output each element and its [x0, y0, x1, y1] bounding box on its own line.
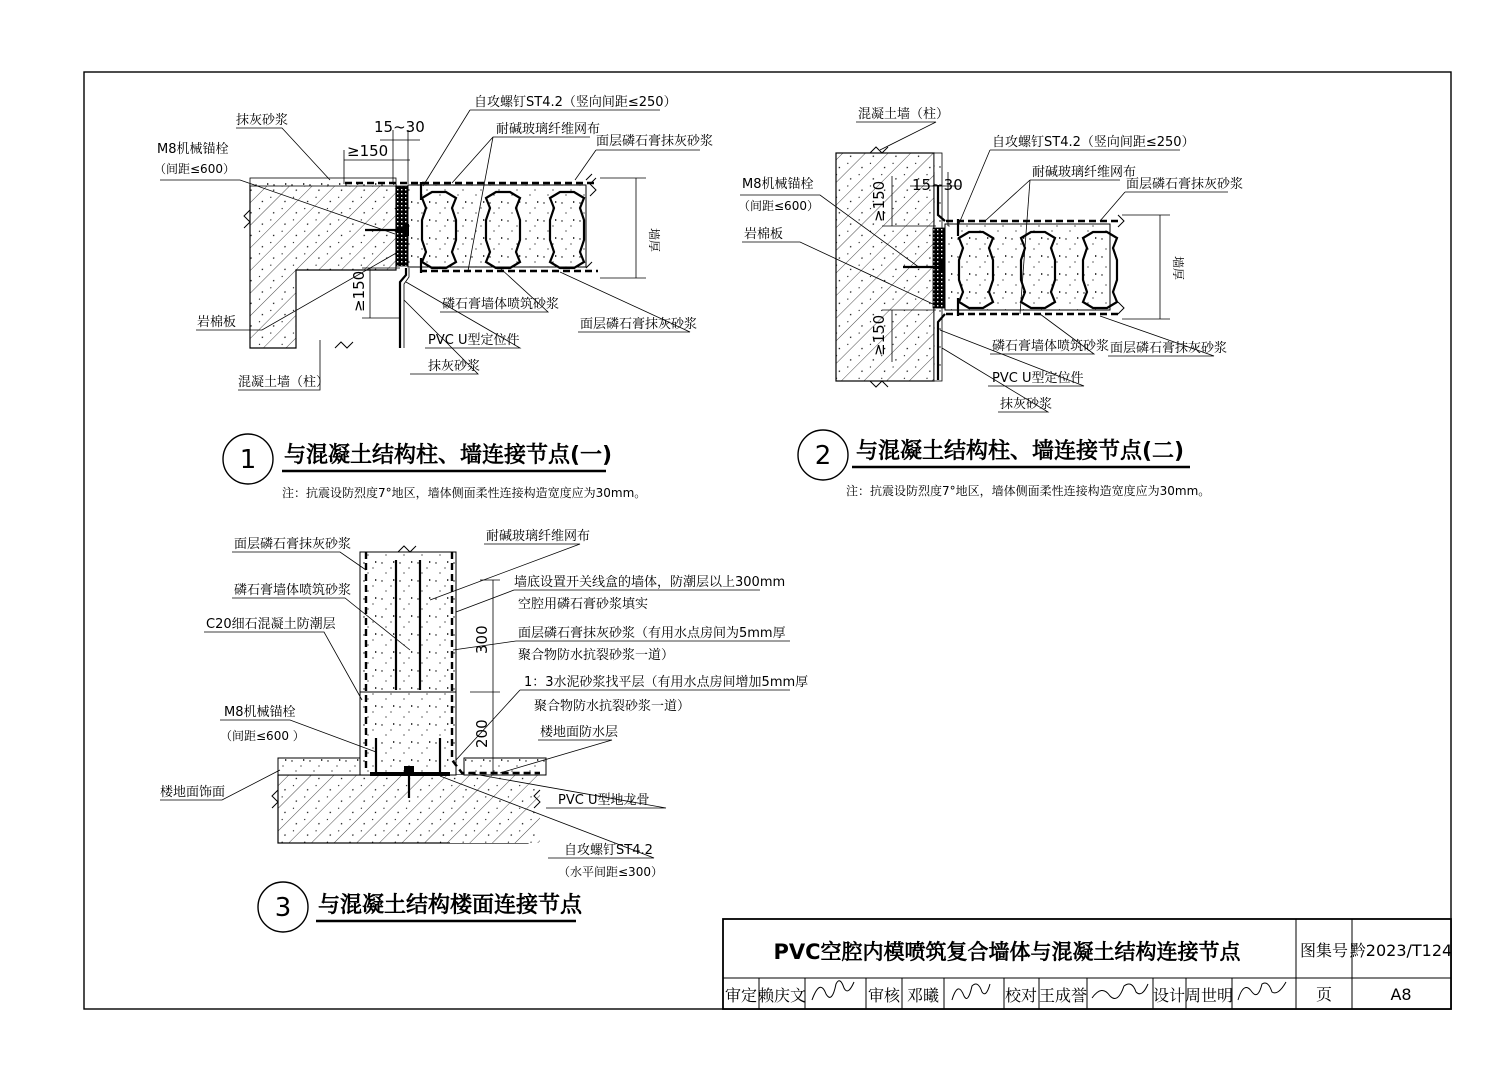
detail-3-title — [258, 882, 583, 932]
label-pvc-u: PVC U型定位件 — [428, 333, 520, 348]
label-plaster-mortar-top: 抹灰砂浆 — [236, 113, 289, 128]
label-surface-mortar-top: 面层磷石膏抹灰砂浆 — [596, 134, 714, 149]
design-name: 周世明 — [1184, 986, 1234, 1005]
floor-finish — [278, 758, 360, 775]
label-spray-mortar: 磷石膏墙体喷筑砂浆 — [992, 339, 1110, 354]
label-rock-wool: 岩棉板 — [197, 315, 237, 330]
dim-overlap-top: ≥150 — [870, 180, 888, 222]
dim-h200: 200 — [473, 719, 491, 748]
detail-2-drawing — [740, 122, 1228, 412]
label-note-a1: 墙底设置开关线盒的墙体，防潮层以上300mm — [514, 575, 786, 590]
label-note-b1: 面层磷石膏抹灰砂浆（有用水点房间为5mm厚 — [518, 626, 786, 641]
label-plaster-mortar-bottom: 抹灰砂浆 — [428, 359, 481, 374]
label-surface-mortar: 面层磷石膏抹灰砂浆 — [234, 537, 352, 552]
label-screw: 自攻螺钉ST4.2（竖向间距≤250） — [992, 135, 1195, 150]
label-note-c2: 聚合物防水抗裂砂浆一道） — [534, 699, 691, 714]
label-mesh: 耐碱玻璃纤维网布 — [486, 529, 591, 544]
dim-gap: 15~30 — [912, 176, 963, 194]
label-pvc-u: PVC U型定位件 — [992, 371, 1084, 386]
label-note-c1: 1：3水泥砂浆找平层（有用水点房间增加5mm厚 — [524, 675, 809, 690]
detail-note: 注：抗震设防烈度7°地区，墙体侧面柔性连接构造宽度应为30mm。 — [282, 486, 647, 500]
label-c20: C20细石混凝土防潮层 — [206, 617, 336, 632]
atlas-label: 图集号 — [1299, 941, 1349, 960]
concrete-wall-hatch — [250, 185, 396, 348]
detail-title: 与混凝土结构柱、墙连接节点(一) — [284, 443, 613, 468]
label-screw-spacing: （水平间距≤300） — [558, 865, 663, 879]
detail-1-drawing — [160, 110, 700, 390]
label-surface-mortar-bottom: 面层磷石膏抹灰砂浆 — [1110, 341, 1228, 356]
label-waterproof: 楼地面防水层 — [540, 725, 619, 740]
detail-title: 与混凝土结构柱、墙连接节点(二) — [856, 439, 1185, 464]
dim-h300: 300 — [473, 625, 491, 654]
review-label: 审核 — [867, 986, 901, 1005]
detail-number: 1 — [239, 445, 257, 475]
label-screw: 自攻螺钉ST4.2（竖向间距≤250） — [474, 95, 677, 110]
label-concrete-wall: 混凝土墙（柱） — [238, 375, 330, 390]
check-label: 校对 — [1004, 986, 1038, 1005]
plaster-strip — [250, 178, 396, 186]
label-concrete-wall: 混凝土墙（柱） — [858, 107, 950, 122]
label-anchor-spacing: （间距≤600 ） — [220, 729, 305, 743]
label-spray-mortar: 磷石膏墙体喷筑砂浆 — [442, 297, 560, 312]
label-plaster-mortar: 抹灰砂浆 — [1000, 397, 1053, 412]
label-anchor: M8机械锚栓 — [742, 177, 814, 192]
label-floor-finish: 楼地面饰面 — [160, 785, 226, 800]
label-note-b2: 聚合物防水抗裂砂浆一道） — [518, 648, 675, 663]
label-spray-mortar: 磷石膏墙体喷筑砂浆 — [234, 583, 352, 598]
detail-1-title — [223, 434, 646, 500]
page-label: 页 — [1315, 985, 1333, 1004]
detail-note: 注：抗震设防烈度7°地区，墙体侧面柔性连接构造宽度应为30mm。 — [846, 484, 1211, 498]
dim-gap: 15~30 — [374, 118, 425, 136]
atlas-value: 黔2023/T124 — [1349, 941, 1453, 960]
review-name: 邓曦 — [906, 986, 940, 1005]
design-label: 设计 — [1152, 986, 1186, 1005]
label-anchor: M8机械锚栓 — [224, 705, 296, 720]
label-wall-thickness: 墙厚 — [1171, 256, 1185, 281]
dim-overlap-top: ≥150 — [347, 142, 389, 160]
label-anchor-spacing: （间距≤600） — [154, 162, 235, 176]
label-surface-mortar-top: 面层磷石膏抹灰砂浆 — [1126, 177, 1244, 192]
label-pvc-keel: PVC U型地龙骨 — [558, 793, 650, 808]
detail-number: 2 — [814, 441, 832, 471]
detail-2-title — [798, 430, 1210, 498]
label-wall-thickness: 墙厚 — [647, 228, 661, 253]
page-value: A8 — [1390, 985, 1412, 1004]
dim-overlap-side: ≥150 — [350, 270, 368, 312]
label-surface-mortar-bottom: 面层磷石膏抹灰砂浆 — [580, 317, 698, 332]
label-anchor-spacing: （间距≤600） — [738, 199, 819, 213]
wall-core — [408, 185, 586, 267]
approve-label: 审定 — [724, 986, 758, 1005]
approve-name: 赖庆文 — [757, 986, 807, 1005]
label-rock-wool: 岩棉板 — [744, 227, 784, 242]
c20-damp-layer — [360, 692, 456, 775]
detail-number: 3 — [274, 893, 292, 923]
title-block — [723, 919, 1452, 1009]
label-screw: 自攻螺钉ST4.2 — [564, 843, 653, 858]
label-mesh: 耐碱玻璃纤维网布 — [1032, 165, 1137, 180]
detail-title: 与混凝土结构楼面连接节点 — [318, 893, 583, 918]
label-mesh: 耐碱玻璃纤维网布 — [496, 122, 601, 137]
dim-overlap-bottom: ≥150 — [870, 314, 888, 356]
check-name: 王成誉 — [1038, 986, 1088, 1005]
label-anchor: M8机械锚栓 — [157, 142, 229, 157]
label-note-a2: 空腔用磷石膏砂浆填实 — [518, 597, 649, 612]
drawing-title: PVC空腔内模喷筑复合墙体与混凝土结构连接节点 — [773, 940, 1241, 964]
